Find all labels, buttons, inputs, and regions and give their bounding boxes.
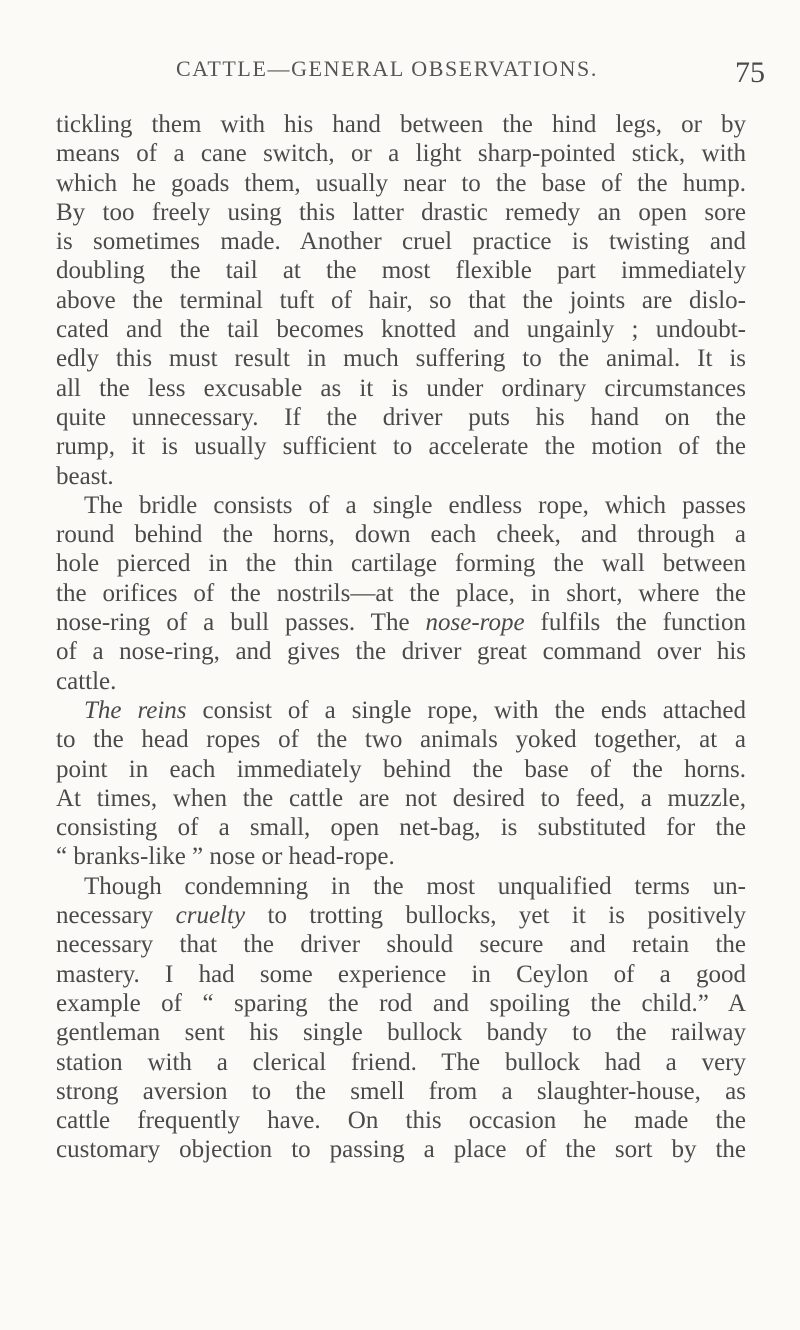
text-run: fulfils the function: [540, 609, 746, 637]
page-number: 75: [735, 56, 765, 89]
text-line: consisting of a small, open net-bag, is substituted for the: [56, 814, 746, 842]
text-line: station with a clerical friend. The bullock had a very: [56, 1048, 746, 1076]
paragraph-2: [56, 491, 746, 696]
text-line: mastery. I had some experience in Ceylon of a good: [56, 960, 746, 988]
text-line: customary objection to passing a place of the sort by the: [56, 1136, 746, 1164]
text-line: example of “ sparing the rod and spoiling the child.” A: [56, 989, 746, 1017]
text-line: At times, when the cattle are not desired to feed, a muzzle,: [56, 784, 746, 812]
text-line: quite unnecessary. If the driver puts his hand on the: [56, 403, 746, 431]
paragraph-1: [56, 110, 746, 491]
page-body: [56, 110, 746, 1165]
text-line-with-term: [56, 696, 746, 725]
text-line: cated and the tail becomes knotted and ungainly ; undoubt-: [56, 316, 746, 344]
text-line: tickling them with his hand between the hind legs, or by: [56, 111, 746, 138]
text-line: is sometimes made. Another cruel practice is twisting and: [56, 228, 746, 256]
text-line: cattle frequently have. On this occasion he made the: [56, 1107, 746, 1135]
text-line: Though condemning in the most unqualified terms un-: [84, 872, 746, 900]
text-line-with-term: [56, 608, 746, 637]
text-line: point in each immediately behind the base of the horns.: [56, 755, 746, 783]
text-line: to the head ropes of the two animals yoked together, at a: [56, 726, 746, 754]
text-line: above the terminal tuft of hair, so that the joints are dislo-: [56, 286, 746, 314]
text-line: gentleman sent his single bullock bandy to the railway: [56, 1019, 746, 1047]
text-line: beast.: [56, 462, 114, 490]
text-line: the orifices of the nostrils—at the place, in short, where the: [56, 579, 746, 607]
text-line: “ branks-like ” nose or head-rope.: [56, 843, 395, 871]
text-line: cattle.: [56, 667, 117, 695]
text-line: which he goads them, usually near to the base of the hump.: [56, 169, 746, 197]
text-line: of a nose-ring, and gives the driver great command over his: [56, 638, 746, 666]
italic-term: cruelty: [175, 902, 246, 930]
text-line: hole pierced in the thin cartilage forming the wall between: [56, 550, 746, 578]
text-line: strong aversion to the smell from a slaughter-house, as: [56, 1077, 746, 1105]
text-line: The bridle consists of a single endless rope, which passes: [84, 491, 746, 519]
text-line: rump, it is usually sufficient to accelerate the motion of the: [56, 433, 746, 461]
text-line: means of a cane switch, or a light sharp-pointed stick, with: [56, 140, 746, 168]
text-run: to trotting bullocks, yet it is positively: [267, 902, 747, 930]
paragraph-3: [56, 696, 746, 872]
text-run: consist of a single rope, with the ends attached: [202, 696, 746, 724]
italic-term: The reins: [84, 696, 187, 724]
text-line: By too freely using this latter drastic remedy an open sore: [56, 198, 746, 226]
text-line: edly this must result in much suffering to the animal. It is: [56, 345, 746, 373]
running-head: [0, 52, 800, 88]
text-line-with-term: [56, 901, 746, 930]
paragraph-4: [56, 872, 746, 1165]
text-line: necessary that the driver should secure and retain the: [56, 931, 746, 959]
running-title: CATTLE—GENERAL OBSERVATIONS.: [176, 56, 598, 81]
text-run: necessary: [56, 902, 154, 930]
italic-term: nose-rope: [425, 609, 525, 637]
text-line: doubling the tail at the most flexible part immediately: [56, 257, 746, 285]
text-line: all the less excusable as it is under ordinary circumstances: [56, 374, 746, 402]
text-run: nose-ring of a bull passes. The: [56, 609, 410, 637]
text-line: round behind the horns, down each cheek, and through a: [56, 521, 746, 549]
